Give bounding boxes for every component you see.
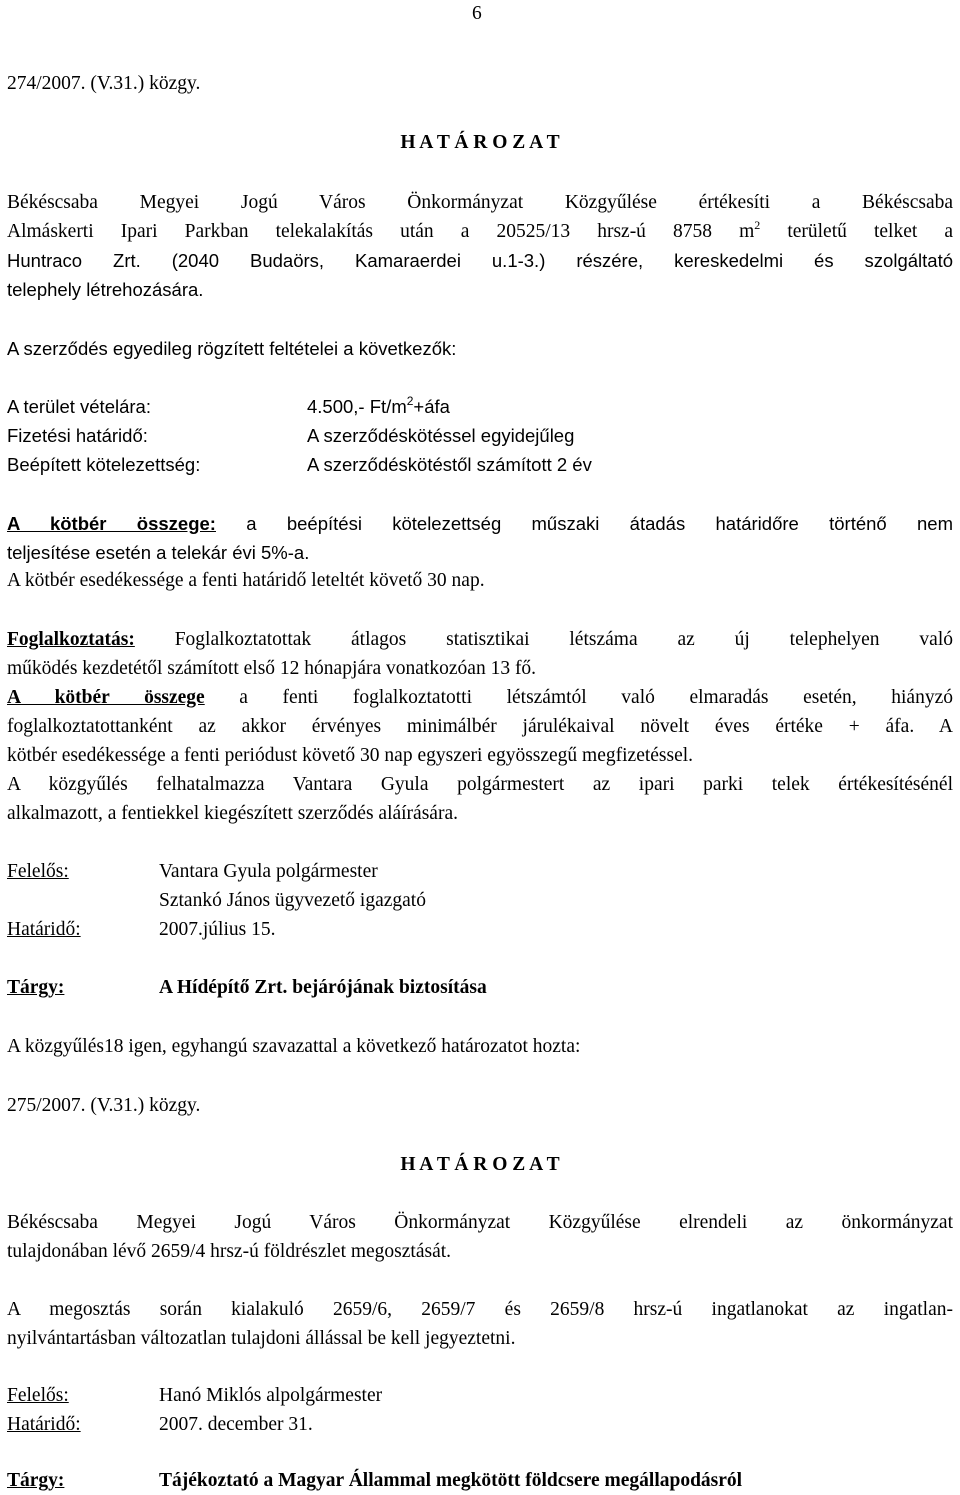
deadline-value: 2007.július 15. — [159, 919, 276, 940]
decision-ref: 275/2007. (V.31.) közgy. — [7, 1095, 201, 1116]
decision-text-line: tulajdonában lévő 2659/4 hrsz-ú földrészlet megosztását. — [7, 1241, 452, 1262]
deadline-label: Határidő: — [7, 1414, 81, 1435]
deadline-row — [7, 915, 953, 944]
subject-label: Tárgy: — [7, 1470, 65, 1491]
decision-text-line: nyilvántartásban változatlan tulajdoni állással be kell jegyeztetni. — [7, 1328, 516, 1349]
text-span: +áfa — [413, 396, 450, 417]
subject-row — [7, 973, 953, 1002]
responsible-name: Vantara Gyula polgármester — [159, 861, 378, 882]
authorization-line: A közgyűlés felhatalmazza Vantara Gyula polgármestert az ipari parki telek értékesítésénél — [7, 774, 953, 795]
decision-text-line: Békéscsaba Megyei Jogú Város Önkormányzat Közgyűlése értékesíti a Békéscsaba — [7, 192, 953, 213]
decision-text-line: Huntraco Zrt. (2040 Budaörs, Kamaraerdei u.1-3.) részére, kereskedelmi és szolgáltató — [7, 250, 953, 271]
superscript: 2 — [754, 217, 761, 232]
subject-title: Tájékoztató a Magyar Állammal megkötött földcsere megállapodásról — [159, 1470, 743, 1491]
decision-text-line — [7, 217, 953, 246]
penalty2-line: foglalkoztatottanként az akkor érvényes minimálbér járulékaival növelt éves értéke + áfa. A — [7, 716, 953, 737]
responsible-name: Hanó Miklós alpolgármester — [159, 1385, 383, 1406]
condition-label: Fizetési határidő: — [7, 425, 148, 446]
decision-text-line: A megosztás során kialakuló 2659/6, 2659/7 és 2659/8 hrsz-ú ingatlanokat az ingatlan- — [7, 1299, 953, 1320]
decision-heading: H A T Á R O Z A T — [400, 1154, 560, 1175]
responsible-label: Felelős: — [7, 1385, 69, 1406]
penalty-label: A kötbér összege: — [7, 513, 216, 534]
responsible-label: Felelős: — [7, 861, 69, 882]
decision-heading: H A T Á R O Z A T — [400, 132, 560, 153]
subject-title: A Hídépítő Zrt. bejárójának biztosítása — [159, 977, 487, 998]
penalty2-line — [7, 683, 953, 712]
penalty-due: A kötbér esedékessége a fenti határidő leteltét követő 30 nap. — [7, 570, 485, 591]
subject-label: Tárgy: — [7, 977, 65, 998]
condition-label: Beépített kötelezettség: — [7, 454, 201, 475]
employment-line: működés kezdetétől számított első 12 hónapjára vonatkozóan 13 fő. — [7, 658, 537, 679]
text-span: a fenti foglalkoztatotti létszámtól való elmaradás esetén, hiányzó — [204, 687, 953, 708]
text-span: területű telket a — [760, 221, 953, 242]
vote-text: A közgyűlés18 igen, egyhangú szavazattal a következő határozatot hozta: — [7, 1036, 581, 1057]
condition-value: A szerződéskötéssel egyidejűleg — [307, 425, 575, 446]
responsible-name: Sztankó János ügyvezető igazgató — [159, 890, 426, 911]
penalty-line — [7, 509, 953, 538]
penalty2-line: kötbér esedékessége a fenti periódust követő 30 nap egyszeri egyösszegű megfizetéssel. — [7, 745, 694, 766]
employment-line — [7, 625, 953, 654]
responsible-row — [7, 1381, 953, 1410]
text-span: Foglalkoztatottak átlagos statisztikai létszáma az új telephelyen való — [134, 629, 953, 650]
decision-text-line: telephely létrehozására. — [7, 279, 204, 300]
condition-value — [307, 392, 450, 421]
page-number: 6 — [472, 3, 482, 24]
penalty2-label: A kötbér összege — [7, 687, 205, 708]
text-span: a beépítési kötelezettség műszaki átadás határidőre történő nem — [215, 513, 953, 534]
conditions-intro: A szerződés egyedileg rögzített feltételei a következők: — [7, 338, 457, 359]
decision-ref: 274/2007. (V.31.) közgy. — [7, 73, 201, 94]
condition-label: A terület vételára: — [7, 396, 151, 417]
condition-row — [7, 421, 953, 450]
condition-row — [7, 450, 953, 479]
authorization-line: alkalmazott, a fentiekkel kiegészített szerződés aláírására. — [7, 803, 458, 824]
responsible-row — [7, 857, 953, 886]
superscript: 2 — [406, 393, 414, 408]
employment-label: Foglalkoztatás: — [7, 629, 135, 650]
decision-text-line: Békéscsaba Megyei Jogú Város Önkormányzat Közgyűlése elrendeli az önkormányzat — [7, 1212, 953, 1233]
condition-value: A szerződéskötéstől számított 2 év — [307, 454, 592, 475]
condition-row — [7, 392, 953, 421]
deadline-row — [7, 1410, 953, 1439]
text-span: Almáskerti Ipari Parkban telekalakítás után a 20525/13 hrsz-ú 8758 m — [7, 221, 755, 242]
deadline-value: 2007. december 31. — [159, 1414, 313, 1435]
text-span: 4.500,- Ft/m — [307, 396, 407, 417]
subject-row — [7, 1466, 953, 1495]
deadline-label: Határidő: — [7, 919, 81, 940]
penalty-line: teljesítése esetén a telekár évi 5%-a. — [7, 542, 310, 563]
